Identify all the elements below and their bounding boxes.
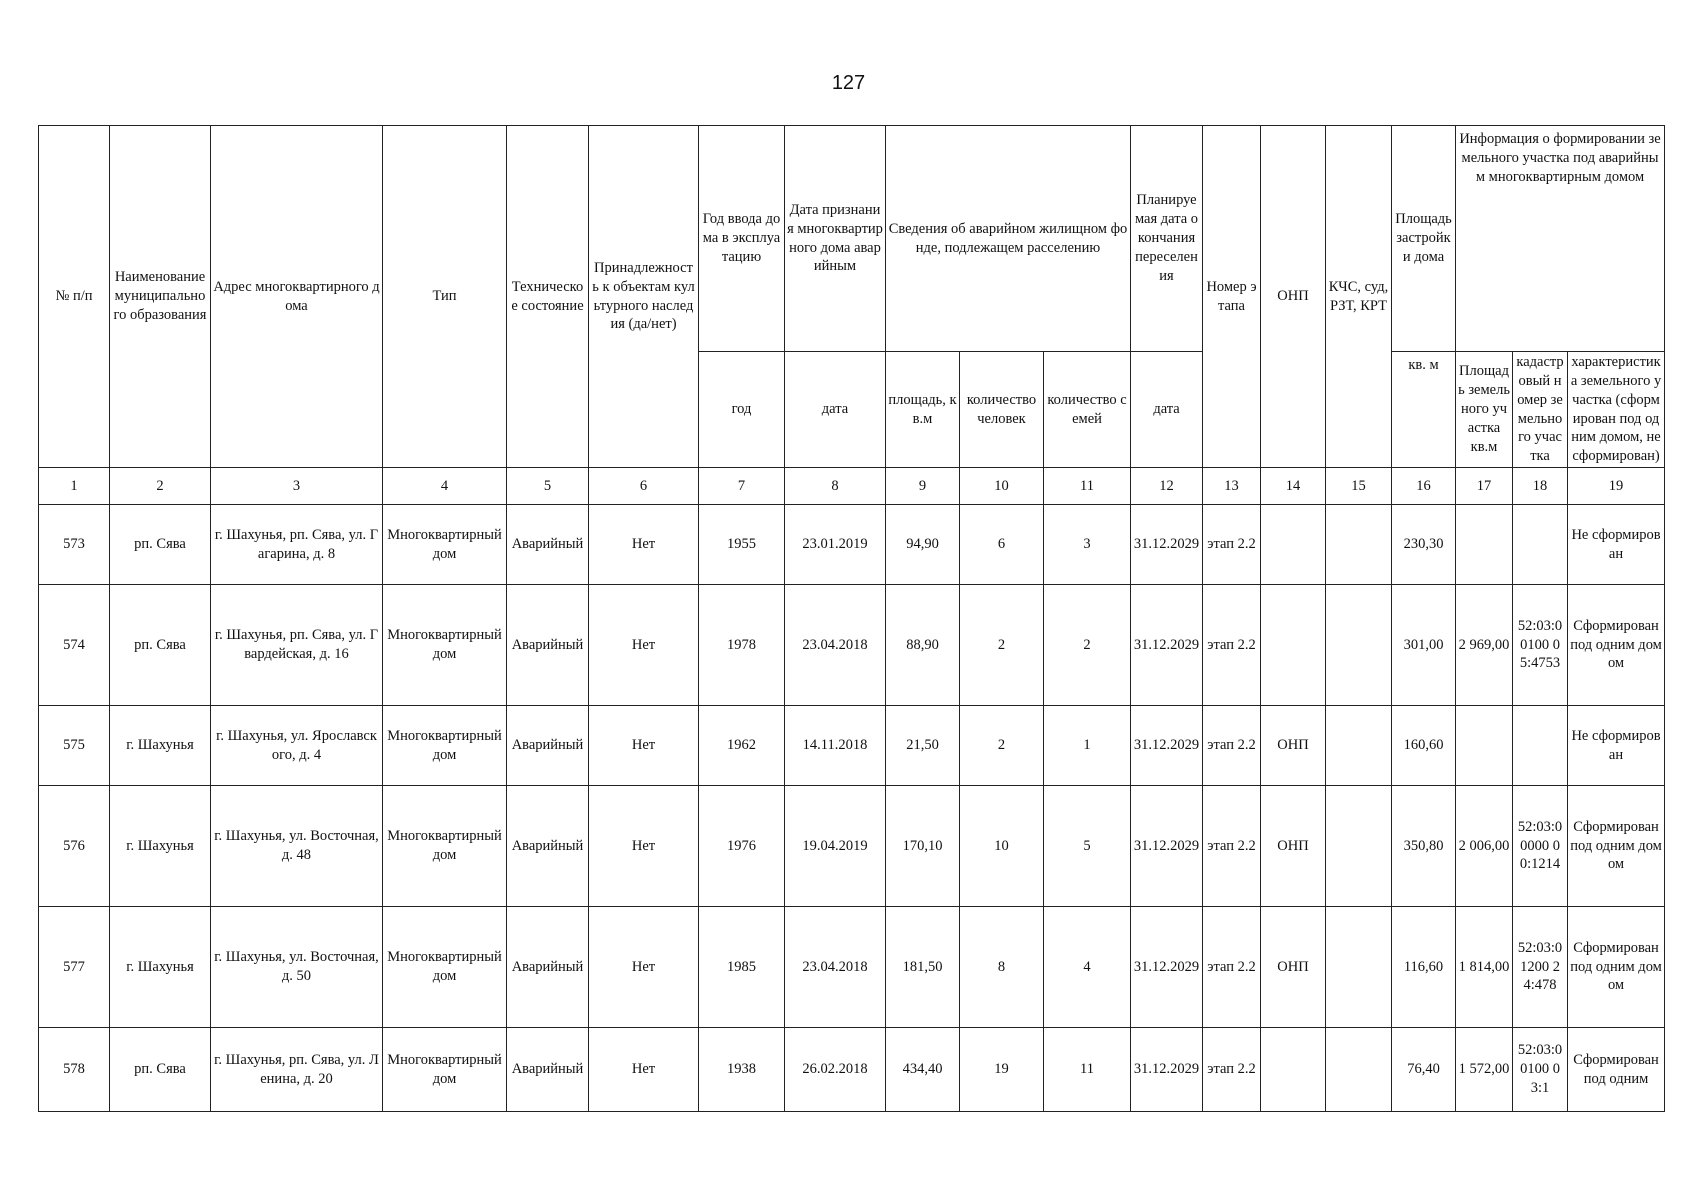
cell-kchs [1326, 1028, 1392, 1112]
cell-tech-state: Аварийный [507, 786, 589, 907]
cell-municipality: рп. Сява [110, 1028, 211, 1112]
cell-cadastral: 52:03:00000 00:1214 [1513, 786, 1568, 907]
cell-stage: этап 2.2 [1203, 706, 1261, 786]
cell-heritage: Нет [589, 1028, 699, 1112]
column-number: 4 [383, 468, 507, 505]
header-heritage: Принадлежность к объектам культурного наследия (да/нет) [589, 126, 699, 468]
cell-date: 23.01.2019 [785, 505, 886, 585]
cell-land-area: 1 814,00 [1456, 907, 1513, 1028]
cell-families: 1 [1044, 706, 1131, 786]
subheader-area: площадь, кв.м [886, 352, 960, 468]
cell-onp [1261, 1028, 1326, 1112]
cell-stage: этап 2.2 [1203, 505, 1261, 585]
header-municipality: Наименование муниципального образования [110, 126, 211, 468]
column-number: 2 [110, 468, 211, 505]
header-num: № п/п [39, 126, 110, 468]
cell-address: г. Шахунья, рп. Сява, ул. Гагарина, д. 8 [211, 505, 383, 585]
cell-heritage: Нет [589, 786, 699, 907]
column-number: 12 [1131, 468, 1203, 505]
header-cadastral: кадастровый номер земельного участка [1513, 352, 1568, 468]
column-number: 9 [886, 468, 960, 505]
header-resettle-info: Сведения об аварийном жилищном фонде, подлежащем расселению [886, 126, 1131, 352]
header-onp: ОНП [1261, 126, 1326, 468]
header-kchs: КЧС, суд, РЗТ, КРТ [1326, 126, 1392, 468]
cell-building-area: 350,80 [1392, 786, 1456, 907]
table-row [39, 706, 1665, 786]
cell-plan-date: 31.12.2029 [1131, 706, 1203, 786]
cell-tech-state: Аварийный [507, 585, 589, 706]
cell-address: г. Шахунья, рп. Сява, ул. Ленина, д. 20 [211, 1028, 383, 1112]
cell-num: 577 [39, 907, 110, 1028]
cell-municipality: рп. Сява [110, 585, 211, 706]
cell-kchs [1326, 907, 1392, 1028]
cell-year: 1976 [699, 786, 785, 907]
table-row [39, 907, 1665, 1028]
cell-building-area: 301,00 [1392, 585, 1456, 706]
cell-area: 434,40 [886, 1028, 960, 1112]
subheader-date: дата [785, 352, 886, 468]
cell-municipality: г. Шахунья [110, 907, 211, 1028]
cell-building-area: 160,60 [1392, 706, 1456, 786]
cell-land-area: 2 006,00 [1456, 786, 1513, 907]
cell-num: 574 [39, 585, 110, 706]
header-land-area [1456, 352, 1513, 468]
cell-area: 88,90 [886, 585, 960, 706]
subheader-families: количество семей [1044, 352, 1131, 468]
header-year-built: Год ввода дома в эксплуатацию [699, 126, 785, 352]
cell-land-char: Сформирован под одним домом [1568, 786, 1665, 907]
cell-type: Многоквартирный дом [383, 706, 507, 786]
cell-onp: ОНП [1261, 907, 1326, 1028]
cell-area: 21,50 [886, 706, 960, 786]
cell-address: г. Шахунья, рп. Сява, ул. Гвардейская, д. 16 [211, 585, 383, 706]
cell-year: 1962 [699, 706, 785, 786]
cell-families: 3 [1044, 505, 1131, 585]
cell-tech-state: Аварийный [507, 907, 589, 1028]
cell-people: 6 [960, 505, 1044, 585]
cell-type: Многоквартирный дом [383, 585, 507, 706]
cell-onp: ОНП [1261, 706, 1326, 786]
cell-families: 4 [1044, 907, 1131, 1028]
cell-municipality: г. Шахунья [110, 786, 211, 907]
cell-plan-date: 31.12.2029 [1131, 907, 1203, 1028]
cell-type: Многоквартирный дом [383, 786, 507, 907]
cell-land-area [1456, 505, 1513, 585]
cell-stage: этап 2.2 [1203, 907, 1261, 1028]
column-number: 5 [507, 468, 589, 505]
table-row [39, 786, 1665, 907]
cell-year: 1985 [699, 907, 785, 1028]
cell-kchs [1326, 786, 1392, 907]
table-row [39, 505, 1665, 585]
header-date-recognized: Дата признания многоквартирного дома аварийным [785, 126, 886, 352]
cell-building-area: 116,60 [1392, 907, 1456, 1028]
cell-onp: ОНП [1261, 786, 1326, 907]
cell-num: 573 [39, 505, 110, 585]
cell-plan-date: 31.12.2029 [1131, 585, 1203, 706]
cell-land-char: Сформирован под одним [1568, 1028, 1665, 1112]
cell-heritage: Нет [589, 505, 699, 585]
cell-type: Многоквартирный дом [383, 505, 507, 585]
cell-date: 14.11.2018 [785, 706, 886, 786]
cell-year: 1955 [699, 505, 785, 585]
cell-people: 10 [960, 786, 1044, 907]
cell-num: 575 [39, 706, 110, 786]
header-land-char: характеристика земельного участка (сформирован под одним домом, не сформирован) [1568, 352, 1665, 468]
cell-municipality: рп. Сява [110, 505, 211, 585]
table-row [39, 585, 1665, 706]
header-tech-state: Техническое состояние [507, 126, 589, 468]
cell-heritage: Нет [589, 706, 699, 786]
cell-kchs [1326, 585, 1392, 706]
cell-date: 19.04.2019 [785, 786, 886, 907]
cell-people: 2 [960, 706, 1044, 786]
cell-tech-state: Аварийный [507, 706, 589, 786]
cell-kchs [1326, 706, 1392, 786]
cell-date: 23.04.2018 [785, 907, 886, 1028]
table-body [39, 505, 1665, 1112]
cell-land-area [1456, 706, 1513, 786]
cell-kchs [1326, 505, 1392, 585]
header-address: Адрес многоквартирного дома [211, 126, 383, 468]
cell-cadastral: 52:03:01200 24:478 [1513, 907, 1568, 1028]
header-stage-num: Номер этапа [1203, 126, 1261, 468]
cell-stage: этап 2.2 [1203, 786, 1261, 907]
cell-num: 576 [39, 786, 110, 907]
cell-address: г. Шахунья, ул. Восточная, д. 48 [211, 786, 383, 907]
header-planned-end: Планируемая дата окончания переселения [1131, 126, 1203, 352]
column-number: 10 [960, 468, 1044, 505]
cell-address: г. Шахунья, ул. Восточная, д. 50 [211, 907, 383, 1028]
cell-heritage: Нет [589, 907, 699, 1028]
cell-people: 19 [960, 1028, 1044, 1112]
cell-cadastral [1513, 706, 1568, 786]
column-numbers-row [39, 468, 1665, 505]
subheader-year: год [699, 352, 785, 468]
cell-municipality: г. Шахунья [110, 706, 211, 786]
cell-plan-date: 31.12.2029 [1131, 786, 1203, 907]
cell-onp [1261, 505, 1326, 585]
cell-people: 8 [960, 907, 1044, 1028]
cell-building-area: 230,30 [1392, 505, 1456, 585]
column-number: 15 [1326, 468, 1392, 505]
cell-type: Многоквартирный дом [383, 1028, 507, 1112]
subheader-unit-sqm-land: кв.м [1470, 438, 1498, 455]
cell-date: 23.04.2018 [785, 585, 886, 706]
subheader-unit-sqm: кв. м [1392, 352, 1456, 468]
subheader-plan-date: дата [1131, 352, 1203, 468]
column-number: 13 [1203, 468, 1261, 505]
cell-plan-date: 31.12.2029 [1131, 505, 1203, 585]
cell-tech-state: Аварийный [507, 1028, 589, 1112]
column-number: 16 [1392, 468, 1456, 505]
cell-year: 1978 [699, 585, 785, 706]
cell-families: 2 [1044, 585, 1131, 706]
column-number: 1 [39, 468, 110, 505]
cell-families: 11 [1044, 1028, 1131, 1112]
cell-date: 26.02.2018 [785, 1028, 886, 1112]
cell-cadastral: 52:03:00100 05:4753 [1513, 585, 1568, 706]
cell-families: 5 [1044, 786, 1131, 907]
column-number: 17 [1456, 468, 1513, 505]
header-land-area-label: Площадь земельного участка [1458, 363, 1510, 436]
cell-land-char: Сформирован под одним домом [1568, 907, 1665, 1028]
column-number: 11 [1044, 468, 1131, 505]
cell-year: 1938 [699, 1028, 785, 1112]
table-row [39, 1028, 1665, 1112]
cell-area: 181,50 [886, 907, 960, 1028]
cell-num: 578 [39, 1028, 110, 1112]
cell-stage: этап 2.2 [1203, 585, 1261, 706]
cell-cadastral [1513, 505, 1568, 585]
header-type: Тип [383, 126, 507, 468]
cell-building-area: 76,40 [1392, 1028, 1456, 1112]
page-number: 127 [831, 72, 866, 94]
cell-people: 2 [960, 585, 1044, 706]
cell-heritage: Нет [589, 585, 699, 706]
cell-stage: этап 2.2 [1203, 1028, 1261, 1112]
cell-onp [1261, 585, 1326, 706]
cell-tech-state: Аварийный [507, 505, 589, 585]
cell-area: 94,90 [886, 505, 960, 585]
column-number: 3 [211, 468, 383, 505]
header-land-info: Информация о формировании земельного участка под аварийным многоквартирным домом [1456, 126, 1665, 352]
cell-land-char: Сформирован под одним домом [1568, 585, 1665, 706]
column-number: 8 [785, 468, 886, 505]
column-number: 6 [589, 468, 699, 505]
cell-address: г. Шахунья, ул. Ярославского, д. 4 [211, 706, 383, 786]
column-number: 18 [1513, 468, 1568, 505]
cell-land-char: Не сформирован [1568, 505, 1665, 585]
column-number: 19 [1568, 468, 1665, 505]
cell-cadastral: 52:03:00100 03:1 [1513, 1028, 1568, 1112]
cell-land-area: 1 572,00 [1456, 1028, 1513, 1112]
column-number: 14 [1261, 468, 1326, 505]
header-building-area: Площадь застройки дома [1392, 126, 1456, 352]
subheader-people: количество человек [960, 352, 1044, 468]
cell-area: 170,10 [886, 786, 960, 907]
cell-land-char: Не сформирован [1568, 706, 1665, 786]
cell-land-area: 2 969,00 [1456, 585, 1513, 706]
cell-plan-date: 31.12.2029 [1131, 1028, 1203, 1112]
column-number: 7 [699, 468, 785, 505]
cell-type: Многоквартирный дом [383, 907, 507, 1028]
emergency-housing-table [38, 125, 1665, 1112]
